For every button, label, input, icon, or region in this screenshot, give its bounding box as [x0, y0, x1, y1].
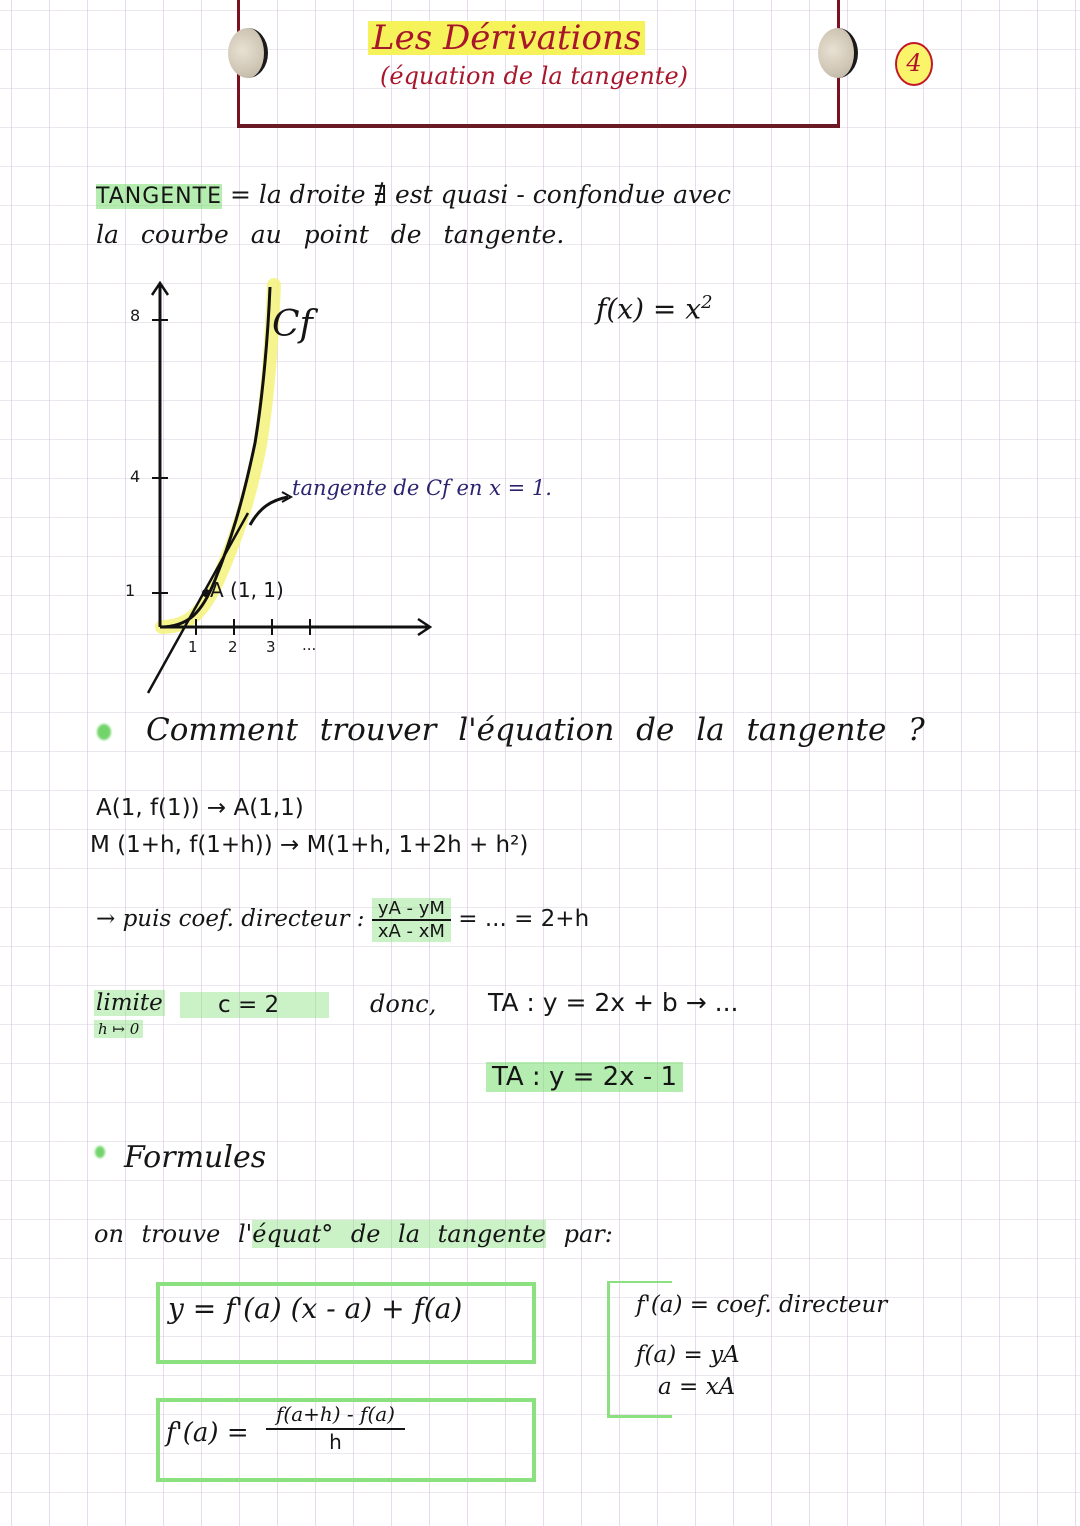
x-tick-2: 2	[228, 638, 238, 656]
slope-numerator: yA - yM	[372, 898, 451, 921]
curve-label: Cf	[272, 304, 313, 345]
coef-directeur-line	[96, 898, 589, 942]
formula-derivative-denominator: h	[329, 1430, 342, 1454]
definition-term: TANGENTE	[96, 184, 222, 209]
tangent-general-equation: TA : y = 2x + b → ...	[488, 988, 739, 1017]
definition-line-2: la courbe au point de tangente.	[96, 220, 565, 249]
x-tick-1: 1	[188, 638, 198, 656]
formula-tangent-equation: y = f'(a) (x - a) + f(a)	[168, 1292, 463, 1325]
y-tick-4: 4	[130, 467, 141, 486]
page-subtitle: (équation de la tangente)	[380, 62, 689, 90]
binder-hole-right	[818, 28, 858, 78]
y-tick-1: 1	[125, 581, 136, 600]
function-label: f(x) = x	[596, 292, 702, 326]
legend-f-of-a: f(a) = yA	[636, 1342, 740, 1368]
coef-prefix: → puis coef. directeur :	[96, 906, 365, 932]
section-heading-formulas: Formules	[124, 1140, 267, 1175]
page-number-badge: 4	[895, 42, 933, 86]
point-a-derivation: A(1, f(1)) → A(1,1)	[96, 795, 304, 821]
coef-result: = ... = 2+h	[458, 906, 590, 932]
legend-coef-directeur: f'(a) = coef. directeur	[636, 1292, 888, 1318]
formulas-intro-highlight: équat° de la tangente	[252, 1220, 546, 1248]
formula-derivative-lhs: f'(a) =	[166, 1418, 249, 1448]
formulas-intro	[94, 1220, 613, 1248]
function-definition	[596, 292, 713, 325]
section-heading-method: Comment trouver l'équation de la tangente ?	[146, 712, 925, 748]
limite-value: c = 2	[180, 992, 329, 1018]
y-tick-8: 8	[130, 306, 141, 325]
formula-derivative-numerator: f(a+h) - f(a)	[266, 1402, 405, 1430]
legend-a: a = xA	[658, 1374, 736, 1400]
point-m-derivation: M (1+h, f(1+h)) → M(1+h, 1+2h + h²)	[90, 832, 529, 858]
donc-label: donc,	[370, 990, 437, 1018]
definition-line-1	[96, 180, 731, 209]
slope-fraction	[372, 898, 451, 942]
function-exponent: 2	[701, 292, 713, 313]
limite-subscript: h ↦ 0	[94, 1020, 143, 1038]
limite-label: limite	[96, 990, 163, 1016]
binder-hole-left	[228, 28, 268, 78]
formulas-intro-post: par:	[563, 1220, 613, 1248]
formula-derivative-fraction	[266, 1402, 405, 1454]
formulas-intro-pre: on trouve l'	[94, 1220, 253, 1248]
bullet-icon	[97, 724, 111, 740]
x-tick-3: 3	[266, 638, 276, 656]
point-a-label: A (1, 1)	[210, 578, 284, 602]
page-title: Les Dérivations	[368, 18, 645, 58]
slope-denominator: xA - xM	[377, 921, 445, 942]
bullet-icon	[95, 1146, 105, 1158]
tangent-final-equation: TA : y = 2x - 1	[486, 1062, 683, 1092]
definition-text-1: = la droite ∄ est quasi - confondue avec	[229, 180, 731, 209]
tangent-annotation: tangente de Cf en x = 1.	[292, 476, 552, 500]
x-tick-ellipsis: ...	[302, 636, 317, 654]
